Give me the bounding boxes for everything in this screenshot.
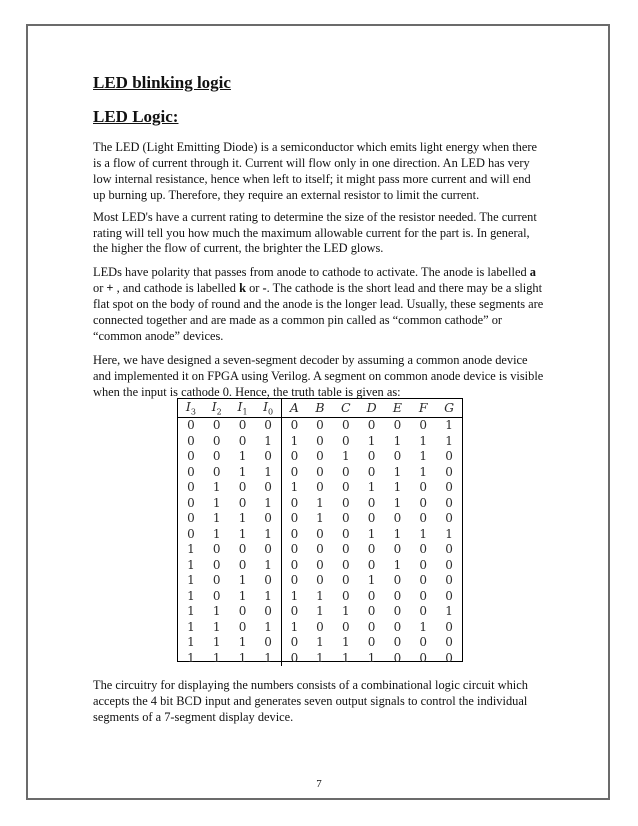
table-cell: 0 [419, 557, 428, 572]
table-cell: 0 [393, 604, 402, 619]
table-cell: 1 [187, 573, 195, 588]
table-cell: 1 [445, 418, 453, 433]
table-cell: 0 [419, 650, 428, 665]
table-cell: 1 [419, 433, 428, 448]
table-cell: 0 [367, 449, 376, 464]
table-cell: 0 [187, 433, 195, 448]
table-cell: 0 [316, 557, 324, 572]
table-cell: 1 [212, 650, 221, 665]
table-cell: 1 [212, 526, 221, 541]
document-body [93, 72, 545, 407]
table-cell: 0 [255, 511, 281, 527]
table-cell: 0 [255, 417, 281, 433]
table-cell: 1 [316, 511, 324, 526]
table-cell: 1 [316, 588, 324, 603]
table-cell: 0 [419, 542, 428, 557]
table-cell: 0 [445, 650, 453, 665]
table-cell: 0 [316, 418, 324, 433]
table-cell: 0 [341, 464, 350, 479]
table-cell: 0 [316, 619, 324, 634]
table-cell: 0 [316, 449, 324, 464]
table-cell: 0 [393, 573, 402, 588]
table-cell: 1 [290, 480, 299, 495]
table-cell: 1 [419, 619, 428, 634]
table-row [178, 495, 462, 511]
table-cell: 1 [393, 433, 402, 448]
table-cell: 0 [255, 573, 281, 589]
table-cell: 0 [238, 604, 247, 619]
table-cell: 0 [238, 557, 247, 572]
table-row [178, 449, 462, 465]
header-input-0: $I_3$ [178, 399, 204, 417]
table-cell: 1 [341, 604, 350, 619]
table-cell: 1 [255, 557, 281, 573]
table-row [178, 464, 462, 480]
table-cell: 0 [367, 557, 376, 572]
table-cell: 0 [212, 433, 221, 448]
table-cell: 1 [445, 526, 453, 541]
table-cell: 1 [341, 449, 350, 464]
table-cell: 0 [341, 619, 350, 634]
table-cell: 1 [367, 433, 376, 448]
table-cell: 1 [255, 433, 281, 449]
table-cell: 1 [187, 604, 195, 619]
header-output-g: G [436, 399, 462, 417]
table-cell: 1 [187, 635, 195, 650]
table-cell: 0 [187, 526, 195, 541]
header-input-3: $I_0$ [255, 399, 281, 417]
table-cell: 1 [238, 511, 247, 526]
table-cell: 0 [290, 542, 299, 557]
table-cell: 0 [419, 588, 428, 603]
table-cell: 0 [393, 511, 402, 526]
table-cell: 0 [290, 511, 299, 526]
table-cell: 0 [255, 542, 281, 558]
header-output-d: D [359, 399, 385, 417]
table-cell: 0 [238, 433, 247, 448]
table-cell: 1 [393, 464, 402, 479]
table-row [178, 433, 462, 449]
table-cell: 1 [212, 495, 221, 510]
table-cell: 0 [341, 480, 350, 495]
table-cell: 1 [445, 433, 453, 448]
table-cell: 0 [445, 511, 453, 526]
table-cell: 1 [212, 604, 221, 619]
table-cell: 0 [238, 418, 247, 433]
table-cell: 0 [341, 526, 350, 541]
table-cell: 0 [367, 418, 376, 433]
table-cell: 1 [212, 619, 221, 634]
table-cell: 0 [316, 526, 324, 541]
document-title: LED blinking logic [93, 73, 231, 92]
paragraph-polarity: LEDs have polarity that passes from anode to cathode to activate. The anode is labelled a or + , and cathode is labelled k or -. The cathode is the short lead and there may be a slight flat spot on the body of round and the anode is the longer lead. Usually, these segments are connected together and are made as a common pin called as “common cathode” or “common anode” devices. [93, 265, 544, 343]
table-cell: 1 [445, 604, 453, 619]
table-cell: 1 [393, 557, 402, 572]
table-cell: 1 [367, 650, 376, 665]
table-cell: 1 [341, 635, 350, 650]
table-cell: 0 [316, 433, 324, 448]
table-cell: 1 [367, 526, 376, 541]
table-cell: 1 [316, 495, 324, 510]
table-cell: 0 [187, 464, 195, 479]
table-cell: 0 [341, 573, 350, 588]
table-cell: 0 [290, 573, 299, 588]
table-cell: 0 [419, 495, 428, 510]
header-output-e: E [385, 399, 411, 417]
table-cell: 0 [445, 573, 453, 588]
table-cell: 1 [341, 650, 350, 665]
paragraph-closing: The circuitry for displaying the numbers consists of a combinational logic circuit which accepts the 4 bit BCD input and generates seven output signals to control the individual segments of a 7-segment display device. [93, 678, 528, 724]
table-row [178, 650, 462, 666]
table-cell: 0 [445, 449, 453, 464]
table-cell: 0 [238, 480, 247, 495]
table-row [178, 573, 462, 589]
table-cell: 1 [316, 635, 324, 650]
table-cell: 1 [419, 449, 428, 464]
header-output-a: A [281, 399, 307, 417]
table-cell: 0 [445, 635, 453, 650]
table-row [178, 526, 462, 542]
table-cell: 0 [290, 418, 299, 433]
table-cell: 0 [341, 418, 350, 433]
table-cell: 1 [212, 480, 221, 495]
header-output-f: F [410, 399, 436, 417]
table-cell: 0 [393, 449, 402, 464]
truth-table-header [178, 399, 462, 417]
table-cell: 1 [187, 588, 195, 603]
table-cell: 1 [187, 557, 195, 572]
table-cell: 0 [212, 573, 221, 588]
table-cell: 1 [419, 526, 428, 541]
table-cell: 1 [290, 619, 299, 634]
table-cell: 0 [341, 433, 350, 448]
table-cell: 1 [238, 635, 247, 650]
table-row [178, 542, 462, 558]
page-number: 7 [316, 778, 322, 790]
table-cell: 1 [238, 449, 247, 464]
table-cell: 0 [419, 418, 428, 433]
table-row [178, 511, 462, 527]
table-cell: 1 [238, 464, 247, 479]
paragraph-current-rating: Most LED's have a current rating to determine the size of the resistor needed. The current rating will tell you how much the maximum allowable current for the part is. In general, the higher the flow of current, the brighter the LED glows. [93, 209, 537, 256]
table-cell: 0 [290, 635, 299, 650]
table-cell: 0 [445, 588, 453, 603]
table-cell: 0 [419, 480, 428, 495]
closing-section [93, 678, 545, 732]
table-cell: 1 [255, 650, 281, 666]
table-cell: 0 [212, 418, 221, 433]
table-cell: 1 [255, 588, 281, 604]
table-cell: 0 [255, 604, 281, 620]
table-cell: 1 [238, 573, 247, 588]
table-cell: 0 [445, 495, 453, 510]
table-cell: 0 [212, 557, 221, 572]
table-cell: 1 [187, 650, 195, 665]
table-cell: 0 [212, 449, 221, 464]
table-cell: 0 [341, 511, 350, 526]
table-cell: 1 [255, 526, 281, 542]
table-cell: 0 [367, 542, 376, 557]
table-cell: 0 [445, 464, 453, 479]
table-cell: 0 [238, 619, 247, 634]
table-cell: 0 [341, 495, 350, 510]
table-cell: 1 [238, 526, 247, 541]
table-cell: 0 [187, 495, 195, 510]
paragraph-decoder: Here, we have designed a seven-segment decoder by assuming a common anode device and implemented it on FPGA using Verilog. A segment on common anode device is visible when the input is cathode 0. Hence, the truth table is given as: [93, 352, 544, 399]
header-input-1: $I_2$ [204, 399, 230, 417]
table-cell: 0 [212, 464, 221, 479]
table-cell: 0 [341, 557, 350, 572]
table-cell: 1 [212, 635, 221, 650]
table-cell: 1 [212, 511, 221, 526]
table-cell: 0 [445, 557, 453, 572]
table-cell: 0 [341, 588, 350, 603]
table-cell: 0 [393, 619, 402, 634]
table-cell: 0 [367, 495, 376, 510]
table-cell: 0 [316, 573, 324, 588]
table-cell: 0 [187, 480, 195, 495]
table-cell: 0 [367, 619, 376, 634]
table-cell: 1 [316, 604, 324, 619]
table-cell: 0 [212, 588, 221, 603]
table-cell: 0 [419, 635, 428, 650]
table-cell: 1 [255, 619, 281, 635]
table-cell: 1 [419, 464, 428, 479]
table-cell: 1 [316, 650, 324, 665]
table-cell: 0 [255, 449, 281, 465]
header-output-c: C [333, 399, 359, 417]
table-cell: 0 [290, 526, 299, 541]
table-cell: 0 [290, 604, 299, 619]
table-cell: 1 [255, 464, 281, 480]
table-row [178, 557, 462, 573]
table-cell: 0 [238, 542, 247, 557]
table-cell: 0 [316, 464, 324, 479]
table-cell: 0 [367, 635, 376, 650]
header-output-b: B [307, 399, 333, 417]
section-heading: LED Logic: [93, 107, 179, 126]
table-row [178, 635, 462, 651]
table-cell: 0 [187, 418, 195, 433]
table-cell: 0 [212, 542, 221, 557]
table-cell: 0 [255, 480, 281, 496]
table-cell: 0 [238, 495, 247, 510]
table-row [178, 417, 462, 433]
table-cell: 0 [367, 604, 376, 619]
table-row [178, 604, 462, 620]
table-cell: 0 [419, 511, 428, 526]
truth-table-body [178, 417, 462, 666]
table-cell: 0 [419, 604, 428, 619]
table-cell: 0 [290, 557, 299, 572]
table-cell: 0 [445, 480, 453, 495]
table-cell: 0 [445, 619, 453, 634]
table-cell: 1 [255, 495, 281, 511]
table-cell: 0 [367, 588, 376, 603]
header-input-2: $I_1$ [230, 399, 256, 417]
table-cell: 0 [393, 542, 402, 557]
table-cell: 0 [393, 650, 402, 665]
table-cell: 0 [316, 480, 324, 495]
table-cell: 1 [187, 619, 195, 634]
paragraph-led-definition: The LED (Light Emitting Diode) is a semiconductor which emits light energy when there is a flow of current through it. Current will flow only in one direction. An LED has very low internal resistance, hence when left to itself; it might pass more current and will end up burning up. Therefore, they require an external resistor to limit the current. [93, 140, 538, 202]
table-cell: 0 [445, 542, 453, 557]
table-cell: 1 [187, 542, 195, 557]
table-cell: 0 [187, 449, 195, 464]
table-cell: 1 [393, 480, 402, 495]
table-cell: 0 [290, 449, 299, 464]
table-cell: 0 [290, 464, 299, 479]
truth-table [177, 398, 463, 665]
table-cell: 0 [367, 464, 376, 479]
table-cell: 1 [367, 480, 376, 495]
table-cell: 0 [255, 635, 281, 651]
table-cell: 0 [367, 511, 376, 526]
table-row [178, 619, 462, 635]
table-cell: 0 [290, 650, 299, 665]
table-cell: 0 [316, 542, 324, 557]
table-row [178, 480, 462, 496]
table-cell: 1 [290, 433, 299, 448]
table-cell: 0 [419, 573, 428, 588]
table-cell: 0 [341, 542, 350, 557]
table-row [178, 588, 462, 604]
table-cell: 1 [238, 650, 247, 665]
table-cell: 1 [393, 495, 402, 510]
table-cell: 0 [393, 635, 402, 650]
table-cell: 1 [367, 573, 376, 588]
table-cell: 1 [393, 526, 402, 541]
table-cell: 0 [187, 511, 195, 526]
table-cell: 0 [393, 588, 402, 603]
table-cell: 0 [393, 418, 402, 433]
table-cell: 0 [290, 495, 299, 510]
table-cell: 1 [290, 588, 299, 603]
table-cell: 1 [238, 588, 247, 603]
